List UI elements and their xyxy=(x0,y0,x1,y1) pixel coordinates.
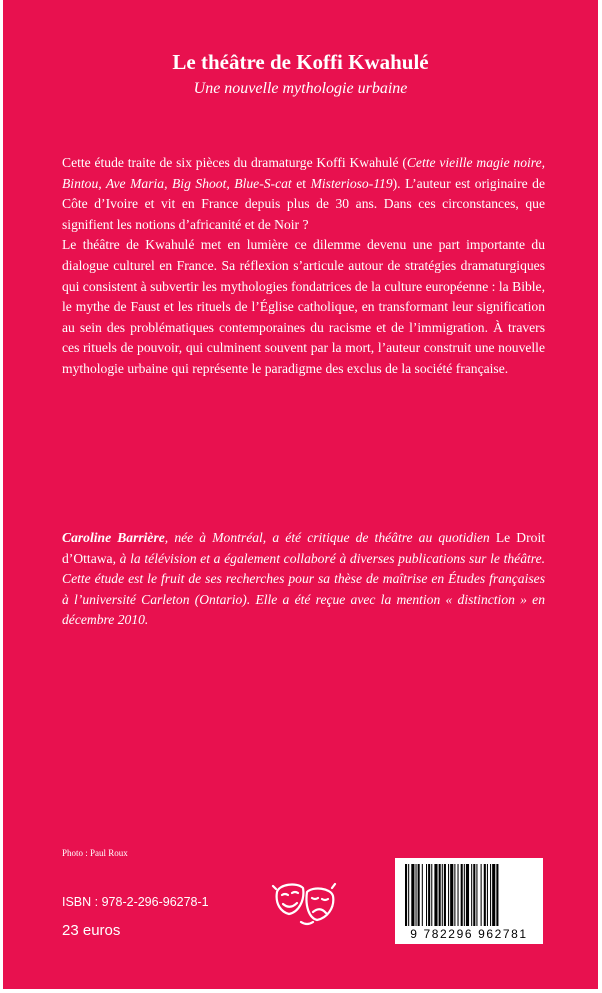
plays-list: Cette vieille magie noire, Bintou, Ave Maria, Big Shoot, Blue-S-cat xyxy=(62,155,545,191)
last-play: Misterioso-119 xyxy=(310,175,393,191)
abstract xyxy=(62,153,545,380)
newspaper-name: Le Droit d’Ottawa xyxy=(62,530,545,566)
author-name: Caroline Barrière xyxy=(62,530,165,545)
abstract-paragraph-1: Cette étude traite de six pièces du dramaturge Koffi Kwahulé (Cette vieille magie noire, Bintou, Ave Maria, Big Shoot, Blue-S-cat et Misterioso-119). L’auteur est originaire de Côte d’Ivoire et vit en France depuis plus de 30 ans. Dans ces circonstances, que signifient les notions d’africanité et de Noir ? xyxy=(62,155,545,232)
barcode-bars xyxy=(403,864,535,926)
author-bio: Caroline Barrière, née à Montréal, a été critique de théâtre au quotidien Le Droit d’Ottawa, à la télévision et a également collaboré à diverses publications sur le théâtre. Cette étude est le fruit de ses recherches pour sa thèse de maîtrise en Études françaises à l’université Carleton (Ontario). Elle a été reçue avec la mention « distinction » en décembre 2010. xyxy=(62,530,545,628)
book-title: Le théâtre de Koffi Kwahulé xyxy=(172,50,429,74)
abstract-paragraph-2: Le théâtre de Kwahulé met en lumière ce dilemme devenu une part importante du dialogue culturel en France. Sa réflexion s’articule autour de stratégies dramaturgiques qui consistent à subvertir les mythologies fondatrices de la culture européenne : la Bible, le mythe de Faust et les rituels de l’Église catholique, en transformant leur signification au sein des problématiques contemporaines du racisme et de l’immigration. À travers ces rituels de pouvoir, qui culminent souvent par la mort, l’auteur construit une nouvelle mythologie urbaine qui représente le paradigme des exclus de la société française. xyxy=(62,237,545,376)
isbn: ISBN : 978-2-296-96278-1 xyxy=(62,895,209,909)
photo-credit: Photo : Paul Roux xyxy=(62,848,128,858)
book-subtitle: Une nouvelle mythologie urbaine xyxy=(193,80,408,97)
barcode xyxy=(395,858,543,944)
theatre-masks-icon xyxy=(271,878,341,928)
price: 23 euros xyxy=(62,922,121,939)
back-cover xyxy=(3,0,598,989)
barcode-number: 9 782296 962781 xyxy=(410,927,528,941)
